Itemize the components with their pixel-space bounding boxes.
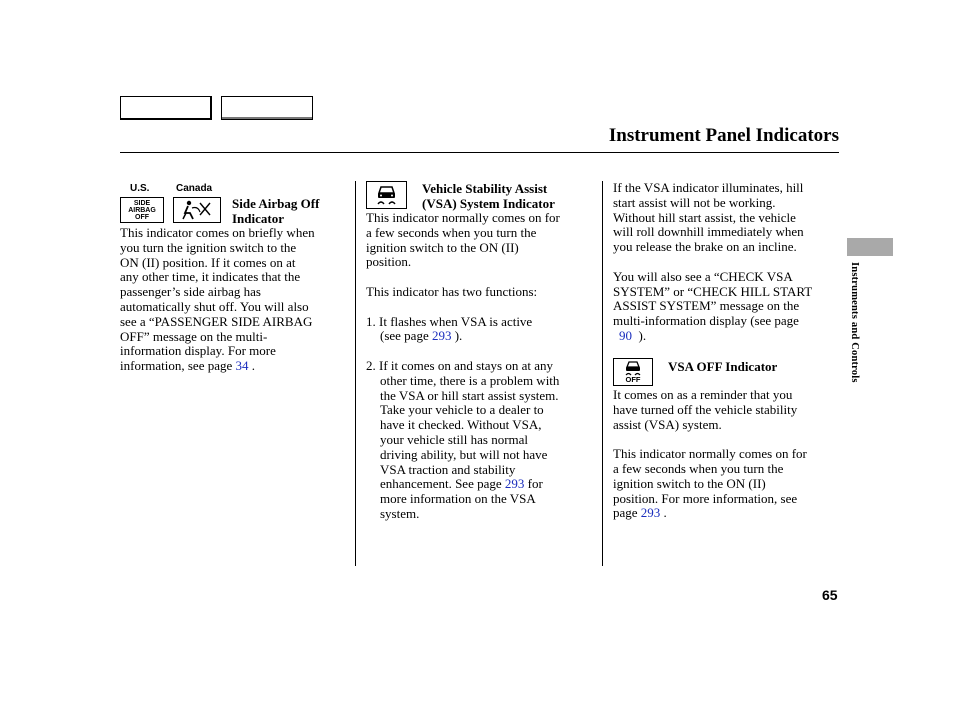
vsa-off-heading: VSA OFF Indicator xyxy=(668,359,778,374)
body-line: position. For more information, see xyxy=(613,490,798,506)
body-line: It comes on as a reminder that you xyxy=(613,387,793,402)
body-line: the VSA or hill start assist system. xyxy=(380,387,559,403)
body-line: any other time, it indicates that the xyxy=(120,269,301,285)
body-line: OFF” message on the multi- xyxy=(120,328,268,344)
body-line: position. xyxy=(366,254,412,270)
side-airbag-body xyxy=(120,226,352,374)
body-line: you turn the ignition switch to the xyxy=(120,239,297,255)
body-line: have turned off the vehicle stability xyxy=(613,401,798,417)
section-tab[interactable] xyxy=(847,238,893,256)
off-icon-text: OFF xyxy=(625,375,641,384)
page-link-293[interactable]: 293 xyxy=(504,476,525,492)
body-line: system. xyxy=(380,505,420,521)
us-label: U.S. xyxy=(130,183,150,194)
body-line xyxy=(120,359,352,374)
body-line: your vehicle still has normal xyxy=(380,431,529,447)
body-line: 2. If it comes on and stays on at any xyxy=(366,357,554,373)
section-tab-label: Instruments and Controls xyxy=(849,262,860,383)
body-line: start assist will not be working. xyxy=(613,194,776,210)
heading-line: Indicator xyxy=(232,211,284,226)
body-line xyxy=(366,477,600,492)
page-title: Instrument Panel Indicators xyxy=(608,125,839,146)
canada-label: Canada xyxy=(176,183,213,194)
nav-box-next[interactable] xyxy=(221,96,313,120)
body-line: ASSIST SYSTEM” message on the xyxy=(613,298,800,314)
body-line: other time, there is a problem with xyxy=(380,372,560,388)
vsa-off-indicator-icon xyxy=(613,358,653,386)
vsa-continued-body xyxy=(613,181,839,344)
body-line: Take your vehicle to a dealer to xyxy=(380,402,544,418)
body-line: Without hill start assist, the vehicle xyxy=(613,209,796,225)
body-line: multi-information display (see page xyxy=(613,313,799,329)
body-line: ignition switch to the ON (II) xyxy=(366,239,519,255)
text-span: ). xyxy=(451,328,463,344)
body-line: If the VSA indicator illuminates, hill xyxy=(613,180,804,195)
nav-box-previous[interactable] xyxy=(120,96,212,120)
text-span: . xyxy=(660,505,667,521)
body-line: information display. For more xyxy=(120,343,276,359)
body-line xyxy=(366,329,600,344)
body-line: This indicator normally comes on for xyxy=(366,210,560,225)
vsa-body xyxy=(366,211,600,522)
side-airbag-off-canada-icon xyxy=(173,197,221,223)
vsa-heading xyxy=(422,181,555,211)
body-line: 1. It flashes when VSA is active xyxy=(366,313,533,329)
body-line xyxy=(613,329,839,344)
body-line: This indicator comes on briefly when xyxy=(120,225,315,240)
vsa-indicator-icon xyxy=(366,181,407,209)
body-line: ON (II) position. If it comes on at xyxy=(120,254,296,270)
seated-person-airbag-icon xyxy=(174,198,220,222)
list-item-1 xyxy=(366,315,600,345)
skidding-car-icon xyxy=(614,360,652,376)
body-line: This indicator normally comes on for xyxy=(613,446,807,462)
body-line: ignition switch to the ON (II) xyxy=(613,475,766,491)
vsa-off-body xyxy=(613,388,839,521)
body-line: driving ability, but will not have xyxy=(380,446,548,462)
text-span: . xyxy=(248,358,256,374)
page-link-34[interactable]: 34 xyxy=(235,358,249,374)
text-span: for xyxy=(524,476,543,492)
side-airbag-heading xyxy=(232,196,319,226)
body-line: VSA traction and stability xyxy=(380,461,516,477)
column-divider-1 xyxy=(355,181,356,566)
page-link-90[interactable]: 90 xyxy=(619,327,632,343)
body-line: see a “PASSENGER SIDE AIRBAG xyxy=(120,313,313,329)
body-line: You will also see a “CHECK VSA xyxy=(613,268,793,284)
text-span: enhancement. See page xyxy=(380,476,505,492)
skidding-car-icon xyxy=(367,182,406,208)
body-line: a few seconds when you turn the xyxy=(613,460,784,476)
page-number: 65 xyxy=(822,587,838,603)
page-link-293[interactable]: 293 xyxy=(640,505,661,521)
text-span: (see page xyxy=(380,328,432,344)
body-line: have it checked. Without VSA, xyxy=(380,417,542,433)
page-link-293[interactable]: 293 xyxy=(431,328,452,344)
body-line: a few seconds when you turn the xyxy=(366,224,537,240)
body-line: more information on the VSA xyxy=(380,491,536,507)
column-divider-2 xyxy=(602,181,603,566)
body-line: This indicator has two functions: xyxy=(366,283,538,299)
body-line: passenger’s side airbag has xyxy=(120,284,261,300)
icon-text-line: AIRBAG xyxy=(128,206,156,214)
text-span: page xyxy=(613,505,641,521)
body-line: you release the brake on an incline. xyxy=(613,239,797,255)
text-span: ). xyxy=(632,327,647,343)
icon-text-line: OFF xyxy=(135,213,149,221)
heading-line: Vehicle Stability Assist xyxy=(422,181,548,196)
body-line: automatically shut off. You will also xyxy=(120,298,309,314)
body-line: SYSTEM” or “CHECK HILL START xyxy=(613,283,813,299)
heading-line: Side Airbag Off xyxy=(232,196,320,211)
side-airbag-off-us-icon xyxy=(120,197,164,223)
icon-text-line: SIDE xyxy=(133,199,151,207)
body-line: assist (VSA) system. xyxy=(613,416,722,432)
heading-line: (VSA) System Indicator xyxy=(422,196,555,211)
title-rule xyxy=(120,152,839,153)
body-line: will roll downhill immediately when xyxy=(613,224,804,240)
list-item-2 xyxy=(366,359,600,522)
body-line xyxy=(613,506,839,521)
text-span: information, see page xyxy=(120,358,236,374)
